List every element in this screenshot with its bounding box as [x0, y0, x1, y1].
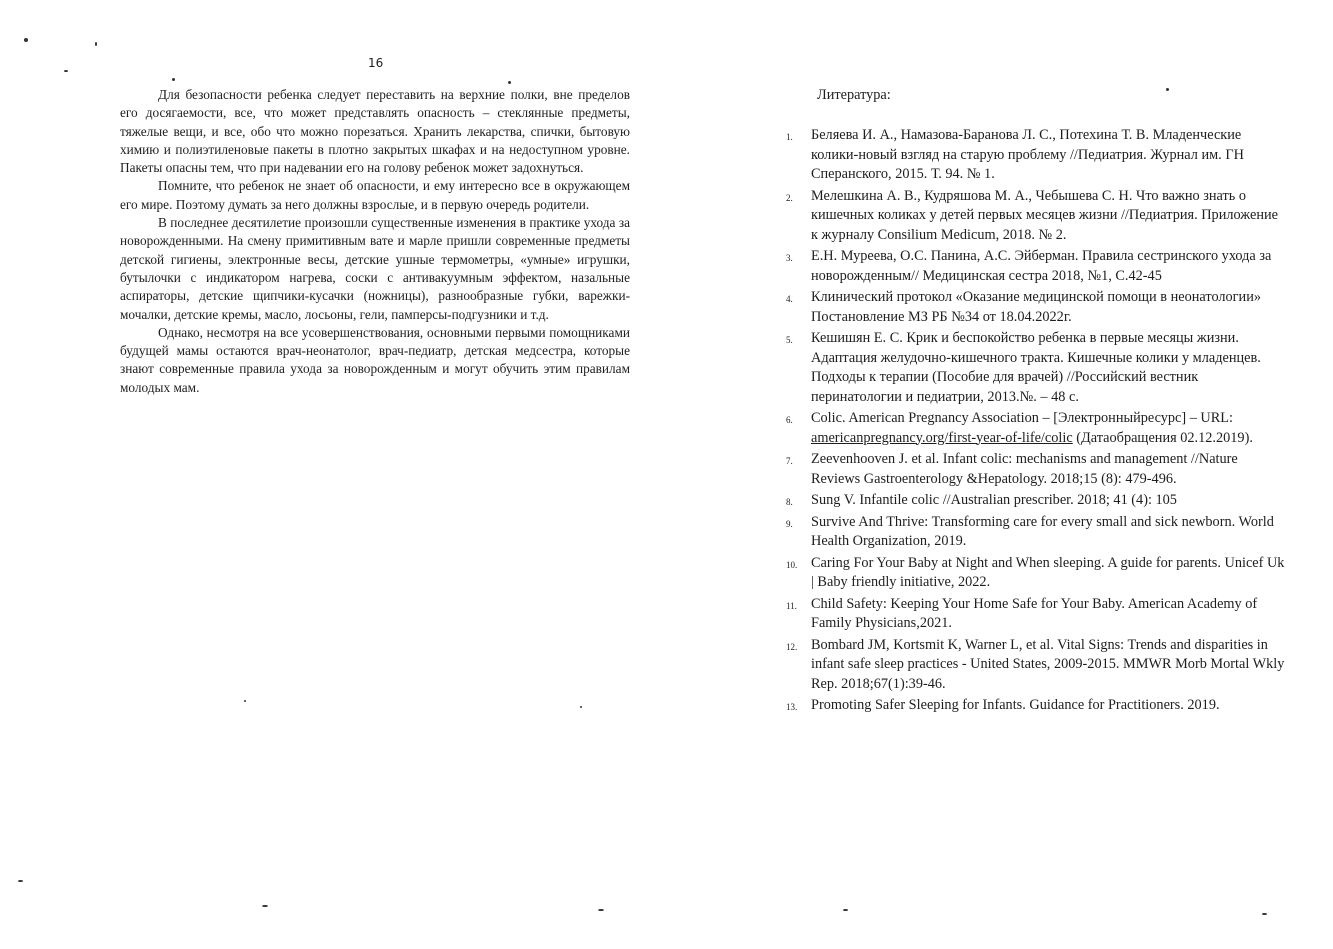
reference-number: 12.: [786, 641, 798, 652]
reference-text: Colic. American Pregnancy Association – [Электронныйресурс] – URL:: [811, 410, 1234, 426]
scan-speck: [172, 78, 175, 81]
scan-speck: [1166, 88, 1169, 91]
reference-text: Sung V. Infantile colic //Australian prescriber. 2018; 41 (4): 105: [811, 492, 1177, 508]
reference-item: [786, 247, 1286, 286]
reference-number: 10.: [786, 559, 798, 570]
reference-item: [786, 126, 1286, 185]
reference-number: 9.: [786, 518, 793, 529]
reference-item: [786, 187, 1286, 246]
reference-number: 1.: [786, 132, 793, 142]
reference-text: Promoting Safer Sleeping for Infants. Guidance for Practitioners. 2019.: [811, 697, 1220, 713]
reference-text: Е.Н. Муреева, О.С. Панина, А.С. Эйберман. Правила сестринского ухода за новорожденным// Медицинская сестра 2018, №1, С.42-45: [811, 248, 1272, 284]
reference-text: Bombard JM, Kortsmit K, Warner L, et al. Vital Signs: Trends and disparities in infant safe sleep practices - United States, 2009-2015. MMWR Morb Mortal Wkly Rep. 2018;67(1):39-46.: [811, 636, 1285, 692]
reference-text: Кешишян Е. С. Крик и беспокойство ребенка в первые месяцы жизни. Адаптация желудочно-кишечного тракта. Кишечные колики у младенцев. Подходы к терапии (Пособие для врачей) //Российский вестник перинатологии и педиатрии, 2013.№. – 48 с.: [811, 330, 1261, 405]
reference-number: 5.: [786, 335, 793, 345]
reference-number: 2.: [786, 192, 793, 203]
scan-speck: [18, 880, 23, 882]
reference-item: [786, 554, 1286, 593]
reference-text: Мелешкина А. В., Кудряшова М. А., Чебышева С. Н. Что важно знать о кишечных коликах у детей первых месяцев жизни //Педиатрия. Приложение к журналу Consilium Medicum, 2018. № 2.: [811, 187, 1278, 243]
reference-text: Zeevenhooven J. et al. Infant colic: mechanisms and management //Nature Reviews Gastroenterology &Hepatology. 2018;15 (8): 479-496.: [811, 451, 1238, 487]
reference-number: 13.: [786, 702, 798, 712]
scan-speck: [843, 909, 848, 911]
reference-text: (Датаобращения 02.12.2019).: [1072, 429, 1253, 446]
reference-list: [786, 126, 1286, 716]
paragraph-helpers: Однако, несмотря на все усовершенствования, основными первыми помощниками будущей мамы остаются врач-неонатолог, врач-педиатр, детская медсестра, которые знают современные правила ухода за новорожденным и могут обучить этим правилам молодых мам.: [120, 324, 630, 395]
reference-link[interactable]: americanpregnancy.org/first-year-of-life/colic: [811, 429, 1073, 446]
scan-speck: [244, 700, 246, 702]
reference-item: [786, 595, 1286, 634]
references-column: [786, 86, 1286, 718]
reference-item: [786, 513, 1286, 552]
reference-number: 4.: [786, 294, 793, 304]
scan-speck: [1262, 913, 1267, 915]
scan-speck: [580, 706, 582, 708]
reference-text: Клинический протокол «Оказание медицинской помощи в неонатологии» Постановление МЗ РБ №34 от 18.04.2022г.: [811, 289, 1261, 325]
paragraph-danger-awareness: Помните, что ребенок не знает об опасности, и ему интересно все в окружающем его мире. Поэтому думать за него должны взрослые, и в первую очередь родители.: [120, 178, 630, 212]
reference-text: Child Safety: Keeping Your Home Safe for Your Baby. American Academy of Family Physicians,2021.: [811, 595, 1258, 631]
scan-speck: [598, 909, 604, 911]
reference-text: Caring For Your Baby at Night and When sleeping. A guide for parents. Unicef Uk | Baby friendly initiative, 2022.: [811, 554, 1285, 590]
reference-number: 11.: [786, 600, 797, 611]
scan-speck: [262, 905, 268, 907]
reference-number: 3.: [786, 253, 793, 263]
scan-speck: [24, 38, 28, 42]
scan-speck: [508, 81, 511, 84]
paragraph-modern-care: В последнее десятилетие произошли существенные изменения в практике ухода за новорожденными. На смену примитивным вате и марле пришли современные предметы детской гигиены, электронные весы, детские ушные термометры, «умные» игрушки, бутылочки с индикатором нагрева, соски с антивакуумным эффектом, назальные аспираторы, детские щипчики-кусачки (ножницы), разнообразные губки, варежки-мочалки, детские кремы, масло, лосьоны, гели, памперсы-подгузники и т.д.: [120, 215, 630, 322]
body-text-column: [120, 86, 630, 397]
reference-number: 7.: [786, 456, 793, 466]
reference-item: [786, 288, 1286, 327]
reference-text: Беляева И. А., Намазова-Баранова Л. С., Потехина Т. В. Младенческие колики-новый взгляд на старую проблему //Педиатрия. Журнал им. ГН Сперанского, 2015. Т. 94. № 1.: [811, 127, 1244, 182]
paragraph-safety: Для безопасности ребенка следует переставить на верхние полки, вне пределов его досягаемости, все, что может представлять опасность – стеклянные предметы, тяжелые вещи, и все, обо что можно порезаться. Хранить лекарства, спички, бытовую химию и полиэтиленовые пакеты в плотно закрытых шкафах и на недоступном уровне. Пакеты опасны тем, что при надевании его на голову ребенок может задохнуться.: [120, 87, 630, 176]
reference-number: 6.: [786, 415, 793, 425]
scan-speck: [64, 70, 68, 72]
page-number: 16: [368, 56, 384, 70]
reference-item: [786, 450, 1286, 489]
reference-item: [786, 329, 1286, 407]
references-heading: Литература:: [817, 87, 891, 103]
scan-speck: [95, 42, 97, 46]
reference-item: [786, 409, 1286, 448]
reference-number: 8.: [786, 497, 793, 507]
reference-item: [786, 696, 1286, 716]
reference-text: Survive And Thrive: Transforming care for every small and sick newborn. World Health Organization, 2019.: [811, 513, 1274, 549]
reference-item: [786, 491, 1286, 511]
reference-item: [786, 636, 1286, 695]
